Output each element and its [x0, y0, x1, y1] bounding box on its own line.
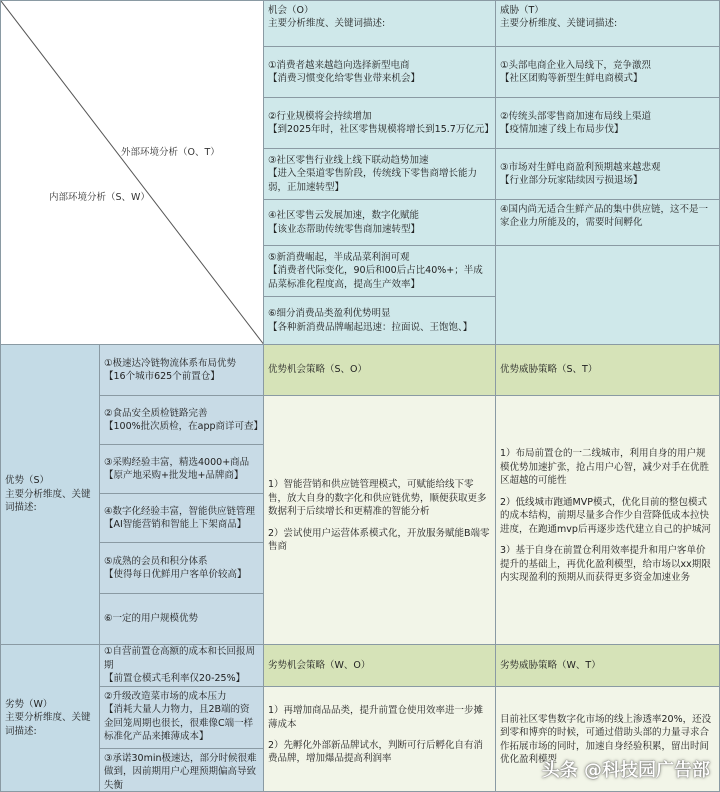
weakness-item: ②升级改造菜市场的成本压力 【消耗大量人力物力，且2B端的资金回笼周期也很长，很难像C端一样标准化产品来摊薄成本】: [99, 686, 264, 749]
watermark: 头条 @科技园广告部: [541, 760, 710, 782]
strength-subtitle: 主要分析维度、关键词描述:: [5, 488, 91, 514]
weakness-title: 劣势（W）: [5, 698, 53, 710]
inner-env-label: 内部环境分析（S、W）: [49, 192, 150, 203]
threat-item: ①头部电商企业入局线下，竞争激烈 【社区团购等新型生鲜电商模式】: [495, 46, 720, 98]
so-strategy-body: 1）智能营销和供应链管理模式，可赋能给线下零售，放大自身的数字化和供应链优势，顺便获取更多数据利于后续增长和更精准的智能分析 2）尝试使用户运营体系模式化，开放服务赋能B端零售商: [263, 395, 496, 645]
threat-header: [495, 0, 720, 47]
strength-header: [0, 344, 100, 645]
threat-item: ④国内尚无适合生鲜产品的集中供应链，这不是一家企业力所能及的，需要时间孵化: [495, 199, 720, 246]
diagonal-line: [1, 1, 264, 345]
st-strategy-header: 优势威胁策略（S、T）: [495, 344, 720, 396]
threat-item: ②传统头部零售商加速布局线上渠道 【疫情加速了线上布局步伐】: [495, 97, 720, 149]
weakness-item: ③承诺30min极速达，部分时候很难做到，因前期用户心理预期偏高导致失衡: [99, 748, 264, 792]
corner-cell: [0, 0, 264, 345]
opportunity-item: ②行业规模将会持续增加 【到2025年时，社区零售规模将增长到15.7万亿元】: [263, 97, 496, 149]
so-strategy-header: 优势机会策略（S、O）: [263, 344, 496, 396]
outer-env-label: 外部环境分析（O、T）: [121, 147, 220, 158]
wt-strategy-header: 劣势威胁策略（W、T）: [495, 644, 720, 687]
opportunity-item: ③社区零售行业线上线下联动趋势加速 【进入全渠道零售阶段，传统线下零售商增长能力弱，正加速转型】: [263, 148, 496, 200]
strength-item: ④数字化经验丰富，智能供应链管理 【AI智能营销和智能上下架商品】: [99, 493, 264, 543]
opportunity-item: ⑤新消费崛起，半成品菜利润可观 【消费者代际变化，90后和00后占比40%+；半成品菜标准化程度高，提高生产效率】: [263, 245, 496, 297]
strength-item: ③采购经验丰富，精选4000+商品 【原产地采购+批发地+品牌商】: [99, 444, 264, 494]
opportunity-header: [263, 0, 496, 47]
threat-empty-cell: [495, 245, 720, 345]
threat-item: ③市场对生鲜电商盈利预期越来越悲观 【行业部分玩家陆续因亏损退场】: [495, 148, 720, 200]
opportunity-item: ①消费者越来越趋向选择新型电商 【消费习惯变化给零售业带来机会】: [263, 46, 496, 98]
opportunity-item: ④社区零售云发展加速，数字化赋能 【该业态帮助传统零售商加速转型】: [263, 199, 496, 246]
strength-item: ⑤成熟的会员和积分体系 【使得每日优鲜用户客单价较高】: [99, 542, 264, 594]
weakness-subtitle: 主要分析维度、关键词描述:: [5, 712, 91, 737]
strength-item: ⑥一定的用户规模优势: [99, 593, 264, 645]
weakness-item: ①自营前置仓高额的成本和长回报周期 【前置仓模式毛利率仅20-25%】: [99, 644, 264, 687]
threat-title: 威胁（T）: [500, 5, 544, 16]
strength-item: ①极速达冷链物流体系布局优势 【16个城市625个前置仓】: [99, 344, 264, 396]
opportunity-subtitle: 主要分析维度、关键词描述:: [268, 18, 386, 30]
threat-subtitle: 主要分析维度、关键词描述:: [500, 18, 618, 30]
st-strategy-body: 1）布局前置仓的一二线城市，利用自身的用户规模优势加速扩张，抢占用户心智，减少对手在优胜区超越的可能性 2）低线城市跑通MVP模式，优化目前的整包模式的成本结构，前期尽量多合作少自营降低成本拉快进度，在跑通mvp后再逐步迭代建立自己的护城河 3）基于自身在前置仓利用效率提升和用户客单价提升的基础上，再优化盈利模型，给市场以xx期限内实现盈利的预期从而获得更多资金加速业务: [495, 395, 720, 645]
weakness-header: [0, 644, 100, 792]
strength-title: 优势（S）: [5, 475, 50, 487]
opportunity-title: 机会（O）: [268, 5, 314, 16]
wo-strategy-header: 劣势机会策略（W、O）: [263, 644, 496, 687]
strength-item: ②食品安全质检链路完善 【100%批次质检，在app商详可查】: [99, 395, 264, 445]
wt-strategy-body: 目前社区零售数字化市场的线上渗透率20%，还没到零和博弈的时候，可通过借助头部的力量寻求合作拓展市场的同时，加速自身经验积累，留出时间优化盈利模型: [495, 686, 720, 792]
opportunity-item: ⑥细分消费品类盈利优势明显 【各种新消费品牌崛起迅速：拉面说、王饱饱、】: [263, 296, 496, 345]
wo-strategy-body: 1）再增加商品品类，提升前置仓使用效率进一步摊薄成本 2）先孵化外部新品牌试水，判断可行后孵化自有消费品牌，增加爆品提高利润率: [263, 686, 496, 792]
